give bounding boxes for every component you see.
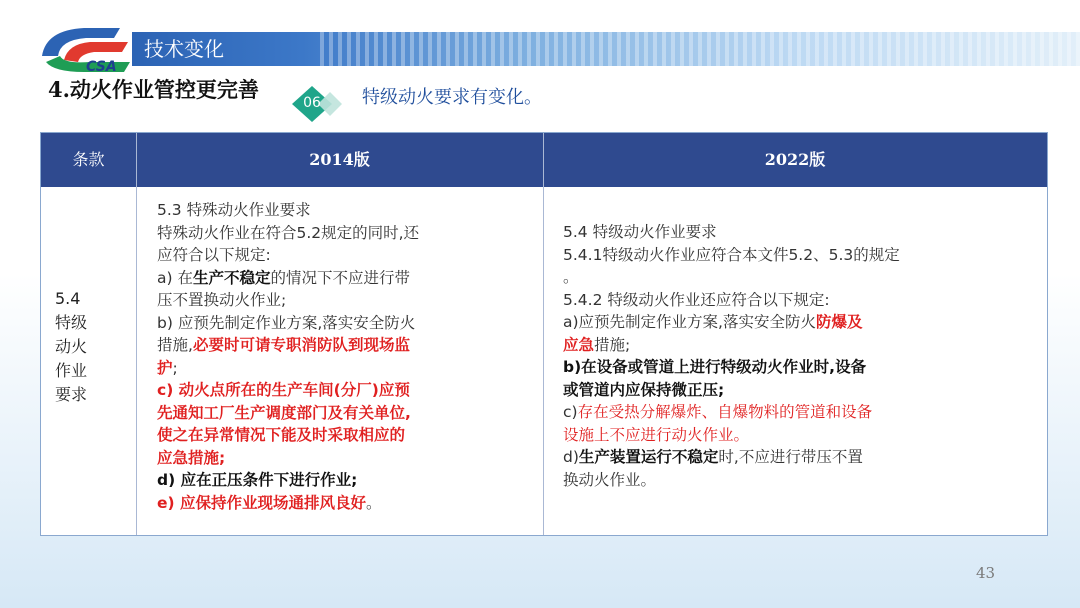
cell-2014 [157,199,537,514]
item-b: b)在设备或管道上进行特级动火作业时,设备 [563,358,867,376]
item-c-cont: 应急措施; [157,448,226,467]
item-b: b) 应预先制定作业方案,落实安全防火 [157,313,416,332]
logo-text: CSA [86,59,117,75]
clause-line: 要求 [55,385,88,404]
item-a: a)应预先制定作业方案,落实安全防火防爆及 [563,313,863,331]
item-c-cont: 设施上不应进行动火作业。 [563,425,750,444]
item-b-cont: 措施,必要时可请专职消防队到现场监 [157,336,410,354]
title-banner [132,32,1080,66]
column-divider [136,133,137,535]
comparison-table [40,132,1048,536]
text-line: 。 [563,268,579,286]
text-line: 特殊动火作业在符合5.2规定的同时,还 [157,223,420,242]
column-divider [543,133,544,535]
item-c-cont: 先通知工厂生产调度部门及有关单位, [157,403,411,422]
item-b-cont: 或管道内应保持微正压; [563,380,725,399]
page-number: 43 [976,564,996,582]
section-title: 4.动火作业管控更完善 [48,77,259,102]
header-clause: 条款 [72,150,105,169]
item-a-cont: 应急措施; [563,335,631,354]
text-line: 应符合以下规定: [157,246,271,264]
clause-line: 5.4 [55,289,81,308]
banner-title: 技术变化 [144,37,224,61]
header-2022: 2022版 [764,150,826,169]
banner-stripes [320,32,1080,66]
text-line: 5.4 特级动火作业要求 [563,223,717,241]
text-line: 5.4.2 特级动火作业还应符合以下规定: [563,290,830,309]
badge-number: 06 [303,95,321,111]
csa-logo [34,22,144,80]
item-c-cont: 使之在异常情况下能及时采取相应的 [157,426,406,444]
clause-line: 特级 [55,313,88,332]
item-b-end: 护; [157,358,178,377]
text-line: 5.3 特殊动火作业要求 [157,201,311,219]
item-d: d) 应在正压条件下进行作业; [157,471,358,489]
item-e: e) 应保持作业现场通排风良好。 [157,493,382,512]
table-header-row [41,133,1047,187]
slide-subtitle: 特级动火要求有变化。 [362,87,542,108]
item-a: a) 在生产不稳定的情况下不应进行带 [157,268,411,287]
item-c: c) 动火点所在的生产车间(分厂)应预 [157,381,410,399]
clause-cell [55,287,125,407]
item-d-cont: 换动火作业。 [563,470,657,489]
cell-2022 [563,221,1035,491]
item-c: c)存在受热分解爆炸、自爆物料的管道和设备 [563,403,873,421]
header-2014: 2014版 [309,150,370,169]
clause-line: 作业 [55,361,88,380]
text-line: 压不置换动火作业; [157,291,287,309]
clause-line: 动火 [55,337,88,356]
text-line: 5.4.1特级动火作业应符合本文件5.2、5.3的规定 [563,245,900,264]
section-badge [290,84,346,126]
item-d: d)生产装置运行不稳定时,不应进行带压不置 [563,448,863,466]
